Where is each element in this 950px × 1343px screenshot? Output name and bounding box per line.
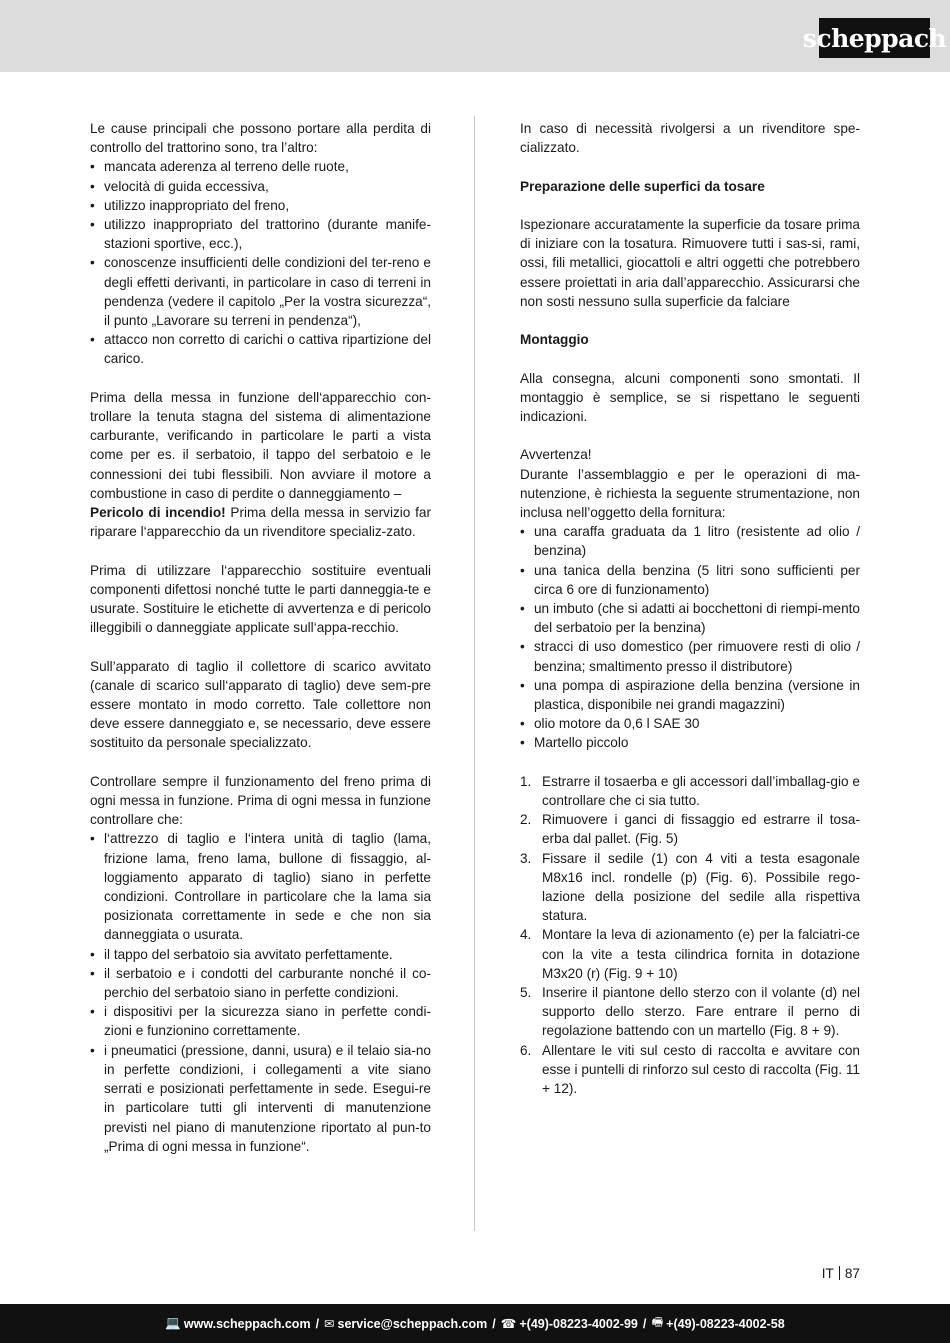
- list-item: [520, 1041, 860, 1099]
- list-item: • mancata aderenza al terreno delle ruote,: [90, 157, 431, 176]
- list-item: • utilizzo inappropriato del freno,: [90, 196, 431, 215]
- tools-list: [520, 522, 860, 752]
- footer-email[interactable]: service@scheppach.com: [337, 1316, 488, 1331]
- fax-icon: 🖷: [651, 1315, 664, 1329]
- envelope-icon: ✉: [324, 1317, 335, 1331]
- list-item: • attacco non corretto di carichi o cattiva ripartizione del carico.: [90, 330, 431, 368]
- fuel-para-end: Prima della messa in servizio far riparare l‘apparecchio da un rivenditore specializ-zato.: [90, 505, 431, 540]
- dealer-paragraph: In caso di necessità rivolgersi a un rivenditore spe-cializzato.: [520, 121, 860, 156]
- step-number: 1.: [520, 773, 532, 789]
- list-item: • utilizzo inappropriato del trattorino (durante manife-stazioni sportive, ecc.),: [90, 215, 431, 253]
- assembly-steps: [520, 772, 860, 1098]
- step-text: Estrarre il tosaerba e gli accessori dall’imballag-gio e controllare che ci sia tutto.: [542, 773, 860, 809]
- step-number: 6.: [520, 1042, 532, 1058]
- list-item: • una tanica della benzina (5 litri sono sufficienti per circa 6 ore di funzionamento): [520, 561, 860, 599]
- list-item: • velocità di guida eccessiva,: [90, 177, 431, 196]
- step-text: Allentare le viti sul cesto di raccolta e avvitare con esse i puntelli di rinforzo sul cesto di raccolta (Fig. 11 + 12).: [542, 1042, 860, 1097]
- brand-logo: scheppach: [819, 18, 930, 58]
- list-item: • Martello piccolo: [520, 733, 860, 752]
- footer-separator: /: [642, 1316, 647, 1331]
- brake-paragraph: Controllare sempre il funzionamento del freno prima di ogni messa in funzione. Prima di ogni messa in funzione controllare che:: [90, 773, 431, 828]
- assembly-paragraph: Alla consegna, alcuni componenti sono smontati. Il montaggio è semplice, se si rispettano le seguenti indicazioni.: [520, 370, 860, 424]
- list-item: • stracci di uso domestico (per rimuovere resti di olio / benzina; smaltimento presso il distributore): [520, 637, 860, 675]
- list-item: • olio motore da 0,6 l SAE 30: [520, 714, 860, 733]
- step-text: Fissare il sedile (1) con 4 viti a testa esagonale M8x16 incl. rondelle (p) (Fig. 6). Possibile rego-lazione della posizione del sedile alla rispettiva statura.: [542, 850, 860, 924]
- list-item: • il serbatoio e i condotti del carburante nonché il co-perchio del serbatoio siano in perfette condizioni.: [90, 964, 431, 1002]
- list-item: [520, 772, 860, 810]
- list-item: [520, 810, 860, 848]
- checks-list: [90, 829, 431, 1155]
- page-number-separator: [839, 1266, 840, 1280]
- laptop-icon: 💻: [165, 1316, 181, 1330]
- list-item: [520, 849, 860, 926]
- left-column: [90, 119, 431, 1156]
- footer-bar: [0, 1304, 950, 1343]
- footer-phone[interactable]: +(49)-08223-4002-99: [519, 1316, 638, 1331]
- list-item: [520, 983, 860, 1041]
- page-number: [822, 1266, 860, 1281]
- assembly-heading: Montaggio: [520, 332, 589, 348]
- footer-fax: +(49)-08223-4002-58: [666, 1316, 785, 1331]
- step-text: Inserire il piantone dello sterzo con il volante (d) nel supporto dello sterzo. Fare entrare il perno di regolazione battendo con un martello (Fig. 8 + 9).: [542, 985, 860, 1039]
- warning-paragraph: Durante l’assemblaggio e per le operazioni di ma-nutenzione, è richiesta la seguente strumentazione, non inclusa nell’oggetto della fornitura:: [520, 466, 860, 520]
- causes-intro: Le cause principali che possono portare alla perdita di controllo del trattorino sono, tra l’altro:: [90, 121, 431, 156]
- step-text: Rimuovere i ganci di fissaggio ed estrarre il tosa-erba dal pallet. (Fig. 5): [542, 812, 860, 847]
- step-number: 4.: [520, 927, 532, 943]
- right-column: [520, 119, 860, 1098]
- list-item: • conoscenze insufficienti delle condizioni del ter-reno e degli effetti derivanti, in particolare in caso di terreni in pendenza (vedere il capitolo „Per la vostra sicurezza“, il punto „Lavorare su terreni in pendenza“),: [90, 253, 431, 330]
- prep-paragraph: Ispezionare accuratamente la superficie da tosare prima di iniziare con la tosatura. Rimuovere tutti i sas-si, rami, ossi, fili metallici, giocattoli e altri oggetti che potrebbero essere proiettati in aria dall’apparecchio. Assicurarsi che non sosti nessuno sulla superficie da falciare: [520, 216, 860, 309]
- footer-separator: /: [315, 1316, 320, 1331]
- phone-icon: ☎: [500, 1317, 517, 1331]
- list-item: • una pompa di aspirazione della benzina (versione in plastica, disponibile nei grandi magazzini): [520, 676, 860, 714]
- language-code: IT: [821, 1266, 834, 1281]
- list-item: [520, 925, 860, 983]
- fuel-system-paragraph: [90, 388, 431, 542]
- list-item: • una caraffa graduata da 1 litro (resistente ad olio / benzina): [520, 522, 860, 560]
- causes-list: [90, 157, 431, 368]
- prep-heading: Preparazione delle superfici da tosare: [520, 178, 765, 194]
- footer-website[interactable]: www.scheppach.com: [183, 1316, 311, 1331]
- step-text: Montare la leva di azionamento (e) per la falciatri-ce con la vite a testa cilindrica fornita in dotazione M3x20 (r) (Fig. 9 + 10): [542, 927, 860, 981]
- list-item: • i pneumatici (pressione, danni, usura) e il telaio sia-no in perfette condizioni, i collegamenti a vite siano serrati e posizionati perfettamente in sede. Esegui-re in particolare tutti gli interventi di manutenzione previsti nel piano di manutenzione riportato al pun-to „Prima di ogni messa in funzione“.: [90, 1041, 431, 1156]
- replace-parts-paragraph: Prima di utilizzare l‘apparecchio sostituire eventuali componenti difettosi nonché tutte le parti danneggia-te e usurate. Sostituire le etichette di avvertenza e di pericolo illeggibili o danneggiate applicate sull‘appa-recchio.: [90, 562, 431, 636]
- step-number: 3.: [520, 850, 532, 866]
- step-number: 2.: [520, 812, 532, 828]
- list-item: • l‘attrezzo di taglio e l‘intera unità di taglio (lama, frizione lama, freno lama, bullone di fissaggio, al-loggiamento apparato di taglio) siano in perfette condizioni. Controllare in particolare che la lama sia posizionata correttamente in sede e che non sia danneggiata o usurata.: [90, 829, 431, 944]
- list-item: • il tappo del serbatoio sia avvitato perfettamente.: [90, 945, 431, 964]
- footer-separator: /: [492, 1316, 496, 1331]
- step-number: 5.: [520, 985, 532, 1001]
- page-number-value: 87: [844, 1266, 860, 1281]
- exhaust-paragraph: Sull’apparato di taglio il collettore di scarico avvitato (canale di scarico sull‘apparato di taglio) deve sem-pre essere montato in modo corretto. Tale collettore non deve essere danneggiato e, se necessario, deve essere sostituito da personale specializzato.: [90, 658, 431, 751]
- column-divider: [474, 116, 475, 1231]
- fire-danger-warning: Pericolo di incendio!: [90, 505, 226, 521]
- list-item: • un imbuto (che si adatti ai bocchettoni di riempi-mento del serbatoio per la benzina): [520, 599, 860, 637]
- warning-title: Avvertenza!: [520, 447, 592, 463]
- list-item: • i dispositivi per la sicurezza siano in perfette condi-zioni e funzionino correttamente.: [90, 1002, 431, 1040]
- fuel-para-start: Prima della messa in funzione dell‘apparecchio con-trollare la tenuta stagna del sistema di alimentazione carburante, verificando in particolare le parti a vista come per es. il serbatoio, il tappo del serbatoio e le connessioni dei tubi flessibili. Non avviare il motore a combustione in caso di perdite o danneggiamento –: [90, 389, 431, 501]
